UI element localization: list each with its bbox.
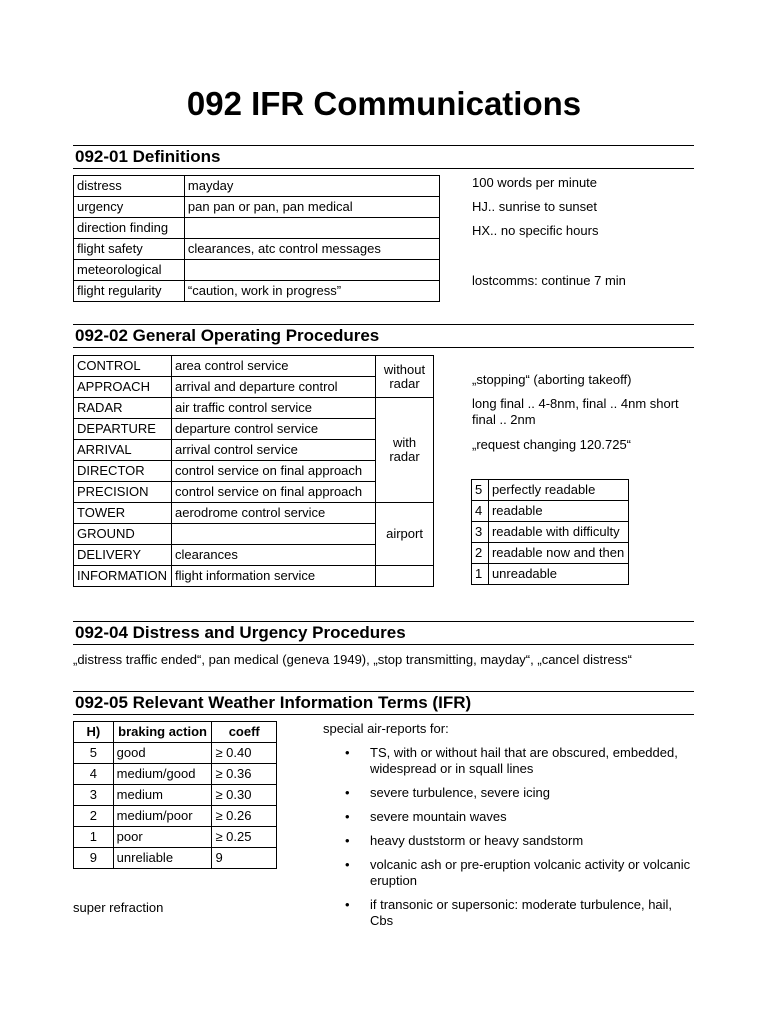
service-description xyxy=(171,524,375,545)
group-with-radar: with radar xyxy=(376,398,434,503)
readability-level: 3 xyxy=(472,522,489,543)
readability-description: unreadable xyxy=(488,564,628,585)
braking-coeff: ≥ 0.40 xyxy=(212,743,277,764)
table-row xyxy=(74,356,434,377)
service-description: departure control service xyxy=(171,419,375,440)
braking-header-action: braking action xyxy=(113,722,212,743)
super-refraction: super refraction xyxy=(73,900,164,915)
ops-note-stopping: „stopping“ (aborting takeoff) xyxy=(472,372,632,387)
section-header-definitions: 092-01 Definitions xyxy=(73,145,694,169)
readability-description: readable with difficulty xyxy=(488,522,628,543)
table-row xyxy=(74,806,277,827)
definition-value xyxy=(184,260,439,281)
service-description: control service on final approach xyxy=(171,482,375,503)
braking-action: medium/poor xyxy=(113,806,212,827)
braking-action: unreliable xyxy=(113,848,212,869)
definition-value: clearances, atc control messages xyxy=(184,239,439,260)
list-item: • heavy duststorm or heavy sandstorm xyxy=(323,833,698,849)
callsign-suffix: DIRECTOR xyxy=(74,461,172,482)
definition-value: mayday xyxy=(184,176,439,197)
service-description: aerodrome control service xyxy=(171,503,375,524)
ops-note-final: long final .. 4-8nm, final .. 4nm short final .. 2nm xyxy=(472,396,679,427)
braking-code: 9 xyxy=(74,848,114,869)
table-row xyxy=(74,827,277,848)
callsign-suffix: DEPARTURE xyxy=(74,419,172,440)
braking-action: medium xyxy=(113,785,212,806)
callsign-suffix: GROUND xyxy=(74,524,172,545)
air-reports-intro: special air-reports for: xyxy=(323,721,449,736)
def-note-hx: HX.. no specific hours xyxy=(472,223,599,238)
table-row xyxy=(472,501,629,522)
callsign-suffix: ARRIVAL xyxy=(74,440,172,461)
braking-coeff: ≥ 0.25 xyxy=(212,827,277,848)
braking-action: medium/good xyxy=(113,764,212,785)
readability-description: readable now and then xyxy=(488,543,628,564)
readability-level: 1 xyxy=(472,564,489,585)
table-row xyxy=(74,281,440,302)
definition-value xyxy=(184,218,439,239)
braking-coeff: ≥ 0.30 xyxy=(212,785,277,806)
service-description: flight information service xyxy=(171,566,375,587)
braking-coeff: ≥ 0.36 xyxy=(212,764,277,785)
ops-note-frequency: „request changing 120.725“ xyxy=(472,437,632,452)
callsign-suffix: PRECISION xyxy=(74,482,172,503)
definition-value: “caution, work in progress” xyxy=(184,281,439,302)
braking-code: 5 xyxy=(74,743,114,764)
callsign-suffix: RADAR xyxy=(74,398,172,419)
page-title: 092 IFR Communications xyxy=(186,85,582,122)
table-row xyxy=(74,503,434,524)
braking-code: 4 xyxy=(74,764,114,785)
service-description: arrival control service xyxy=(171,440,375,461)
definition-value: pan pan or pan, pan medical xyxy=(184,197,439,218)
definition-term: meteorological xyxy=(74,260,185,281)
table-row xyxy=(472,480,629,501)
definition-term: flight safety xyxy=(74,239,185,260)
list-item: • if transonic or supersonic: moderate turbulence, hail, Cbs xyxy=(323,897,698,929)
definitions-table xyxy=(73,175,440,302)
table-row xyxy=(74,176,440,197)
callsign-suffix: TOWER xyxy=(74,503,172,524)
braking-code: 1 xyxy=(74,827,114,848)
list-item: • severe mountain waves xyxy=(323,809,698,825)
service-description: arrival and departure control xyxy=(171,377,375,398)
service-description: clearances xyxy=(171,545,375,566)
section-header-distress: 092-04 Distress and Urgency Procedures xyxy=(73,621,694,645)
readability-description: readable xyxy=(488,501,628,522)
readability-level: 4 xyxy=(472,501,489,522)
braking-header-h: H) xyxy=(74,722,114,743)
table-row xyxy=(472,522,629,543)
service-description: control service on final approach xyxy=(171,461,375,482)
service-description: air traffic control service xyxy=(171,398,375,419)
list-item: • volcanic ash or pre-eruption volcanic activity or volcanic eruption xyxy=(323,857,698,889)
def-note-lostcomms: lostcomms: continue 7 min xyxy=(472,273,626,288)
definition-term: distress xyxy=(74,176,185,197)
empty-cell xyxy=(376,566,434,587)
readability-level: 2 xyxy=(472,543,489,564)
operating-procedures-table xyxy=(73,355,434,587)
table-row xyxy=(74,743,277,764)
def-note-hj: HJ.. sunrise to sunset xyxy=(472,199,597,214)
readability-level: 5 xyxy=(472,480,489,501)
table-row xyxy=(74,197,440,218)
section-header-operating-procedures: 092-02 General Operating Procedures xyxy=(73,324,694,348)
table-row xyxy=(74,218,440,239)
braking-header-coeff: coeff xyxy=(212,722,277,743)
def-note-words: 100 words per minute xyxy=(472,175,598,190)
table-row xyxy=(74,398,434,419)
list-item: • severe turbulence, severe icing xyxy=(323,785,698,801)
braking-action: good xyxy=(113,743,212,764)
callsign-suffix: INFORMATION xyxy=(74,566,172,587)
table-row xyxy=(74,260,440,281)
braking-code: 3 xyxy=(74,785,114,806)
callsign-suffix: DELIVERY xyxy=(74,545,172,566)
braking-action-table xyxy=(73,721,277,869)
callsign-suffix: APPROACH xyxy=(74,377,172,398)
table-row xyxy=(74,785,277,806)
definition-term: urgency xyxy=(74,197,185,218)
table-row xyxy=(472,564,629,585)
definition-term: flight regularity xyxy=(74,281,185,302)
readability-table xyxy=(471,479,629,585)
section-header-weather: 092-05 Relevant Weather Information Terms (IFR) xyxy=(73,691,694,715)
group-without-radar: without radar xyxy=(376,356,434,398)
list-item: • TS, with or without hail that are obscured, embedded, widespread or in squall lines xyxy=(323,745,698,777)
readability-description: perfectly readable xyxy=(488,480,628,501)
table-row xyxy=(74,764,277,785)
group-airport: airport xyxy=(376,503,434,566)
table-row xyxy=(74,239,440,260)
table-row xyxy=(472,543,629,564)
braking-action: poor xyxy=(113,827,212,848)
callsign-suffix: CONTROL xyxy=(74,356,172,377)
definition-term: direction finding xyxy=(74,218,185,239)
table-row xyxy=(74,848,277,869)
braking-code: 2 xyxy=(74,806,114,827)
braking-coeff: 9 xyxy=(212,848,277,869)
table-row xyxy=(74,566,434,587)
air-reports-list xyxy=(323,745,698,937)
braking-coeff: ≥ 0.26 xyxy=(212,806,277,827)
service-description: area control service xyxy=(171,356,375,377)
distress-text: „distress traffic ended“, pan medical (geneva 1949), „stop transmitting, mayday“, „cancel distress“ xyxy=(73,652,632,667)
